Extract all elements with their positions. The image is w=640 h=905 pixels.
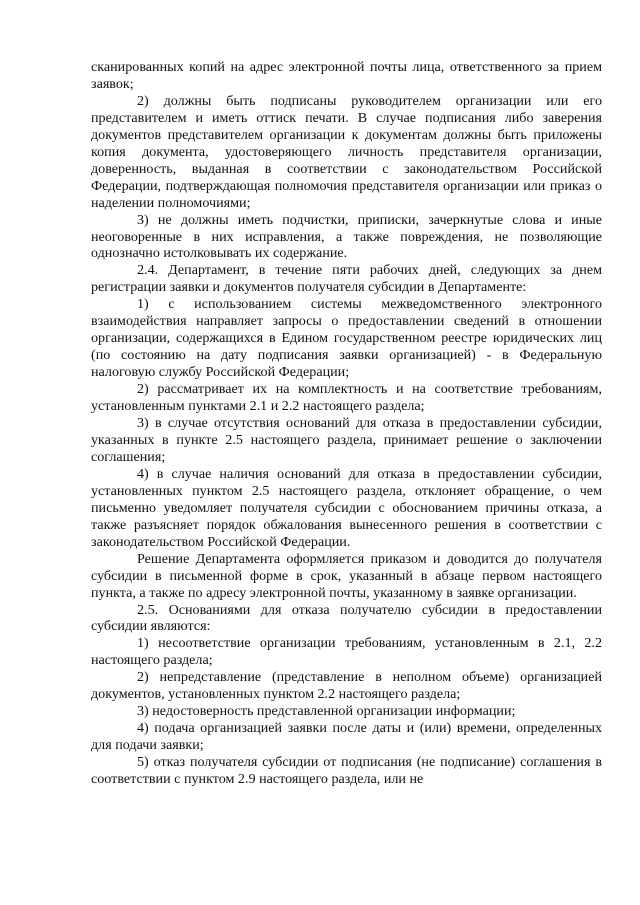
paragraph-2-4-item-3: 3) в случае отсутствия оснований для отказа в предоставлении субсидии, указанных в пункте 2.5 настоящего раздела, принимает решение о заключении соглашения; [91, 415, 602, 465]
paragraph-decision: Решение Департамента оформляется приказом и доводится до получателя субсидии в письменной форме в срок, указанный в абзаце первом настоящего пункта, а также по адресу электронной почты, указанному в заявке организации. [91, 550, 602, 601]
paragraph-item-3-no-corrections: 3) не должны иметь подчистки, приписки, зачеркнутые слова и иные неоговоренные в них исправления, а также повреждения, не позволяющие однозначно истолковывать их содержание. [91, 211, 602, 262]
document-page [91, 59, 602, 788]
paragraph-section-2-4: 2.4. Департамент, в течение пяти рабочих дней, следующих за днем регистрации заявки и документов получателя субсидии в Департаменте: [91, 262, 602, 296]
paragraph-2-5-item-1: 1) несоответствие организации требованиям, установленным в 2.1, 2.2 настоящего раздела; [91, 635, 602, 669]
paragraph-item-2-signature: 2) должны быть подписаны руководителем организации или его представителем и иметь оттиск печати. В случае подписания либо заверения документов представителем организации к документам должны быть приложены копия документа, удостоверяющего личность представителя организации, доверенность, выданная в соответствии с законодательством Российской Федерации, подтверждающая полномочия представителя организации или приказ о наделении полномочиями; [91, 92, 602, 211]
paragraph-2-5-item-2: 2) непредставление (представление в неполном объеме) организацией документов, установленных пунктом 2.2 настоящего раздела; [91, 669, 602, 703]
paragraph-2-5-item-5: 5) отказ получателя субсидии от подписания (не подписание) соглашения в соответствии с пунктом 2.9 настоящего раздела, или не [91, 754, 602, 788]
paragraph-2-5-item-3: 3) недостоверность представленной организации информации; [137, 703, 516, 720]
paragraph-2-4-item-4: 4) в случае наличия оснований для отказа в предоставлении субсидии, установленных пунктом 2.5 настоящего раздела, отклоняет обращение, о чем письменно уведомляет получателя субсидии с обоснованием причины отказа, а также разъясняет порядок обжалования вынесенного решения в соответствии с законодательством Российской Федерации. [91, 465, 602, 550]
paragraph-2-5-item-4: 4) подача организацией заявки после даты и (или) времени, определенных для подачи заявки; [91, 720, 602, 754]
paragraph-2-4-item-2: 2) рассматривает их на комплектность и на соответствие требованиям, установленным пунктами 2.1 и 2.2 настоящего раздела; [91, 381, 602, 415]
paragraph-2-4-item-1: 1) с использованием системы межведомственного электронного взаимодействия направляет запросы о предоставлении сведений в отношении организации, содержащихся в Едином государственном реестре юридических лиц (по состоянию на дату подписания заявки организацией) - в Федеральную налоговую службу Российской Федерации; [91, 296, 602, 381]
paragraph-section-2-5: 2.5. Основаниями для отказа получателю субсидии в предоставлении субсидии являются: [91, 601, 602, 635]
paragraph-continuation: сканированных копий на адрес электронной почты лица, ответственного за прием заявок; [91, 59, 602, 92]
